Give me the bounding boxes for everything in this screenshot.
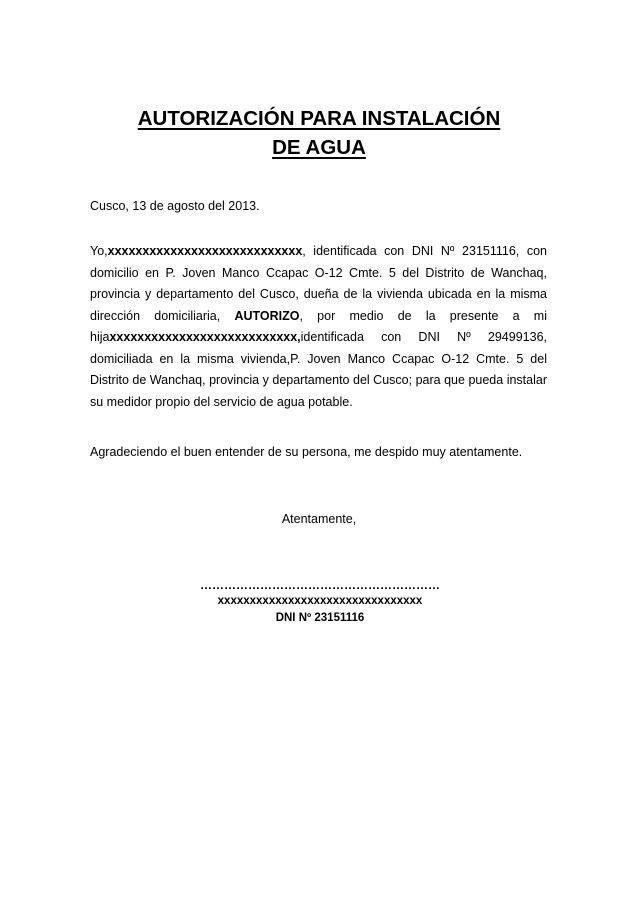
body-text-4: identificada con DNI Nº 29499136, domiciliada en la misma vivienda,P. Joven Manco Ccapac O-12 Cmte. 5 del Distrito de Wanchaq, provincia y departamento del Cusco; para que pueda instalar su medidor propio del servicio de agua potable. xyxy=(90,330,547,409)
document-title xyxy=(60,104,578,162)
closing-sentence: Agradeciendo el buen entender de su persona, me despido muy atentamente. xyxy=(90,445,523,459)
signature-line: …………………………………………………… xyxy=(200,578,440,592)
body-text-2: , identificada con DNI Nº 23151116, con domicilio en P. Joven Manco Ccapac O-12 Cmte. 5 del Distrito de Wanchaq, provincia y departamento del Cusco, dueña de la vivienda ubicada en la misma dirección domiciliaria, xyxy=(90,244,547,323)
body-paragraph xyxy=(90,241,547,413)
authorizer-name: xxxxxxxxxxxxxxxxxxxxxxxxxxxx xyxy=(107,244,303,258)
body-text-1: Yo, xyxy=(90,244,108,258)
autorizo-word: AUTORIZO xyxy=(234,308,300,323)
document-date: Cusco, 13 de agosto del 2013. xyxy=(90,199,260,213)
body-text-3: , por medio de la presente a mi hija xyxy=(90,308,547,344)
signer-dni: DNI Nº 23151116 xyxy=(275,612,365,624)
sign-off: Atentamente, xyxy=(281,512,357,526)
signature-block xyxy=(180,578,460,626)
signer-name: xxxxxxxxxxxxxxxxxxxxxxxxxxxxxxxx xyxy=(217,595,423,607)
authorized-name: xxxxxxxxxxxxxxxxxxxxxxxxxxx, xyxy=(109,330,301,344)
title-line-2: DE AGUA xyxy=(272,136,366,159)
title-line-1: AUTORIZACIÓN PARA INSTALACIÓN xyxy=(137,107,501,130)
